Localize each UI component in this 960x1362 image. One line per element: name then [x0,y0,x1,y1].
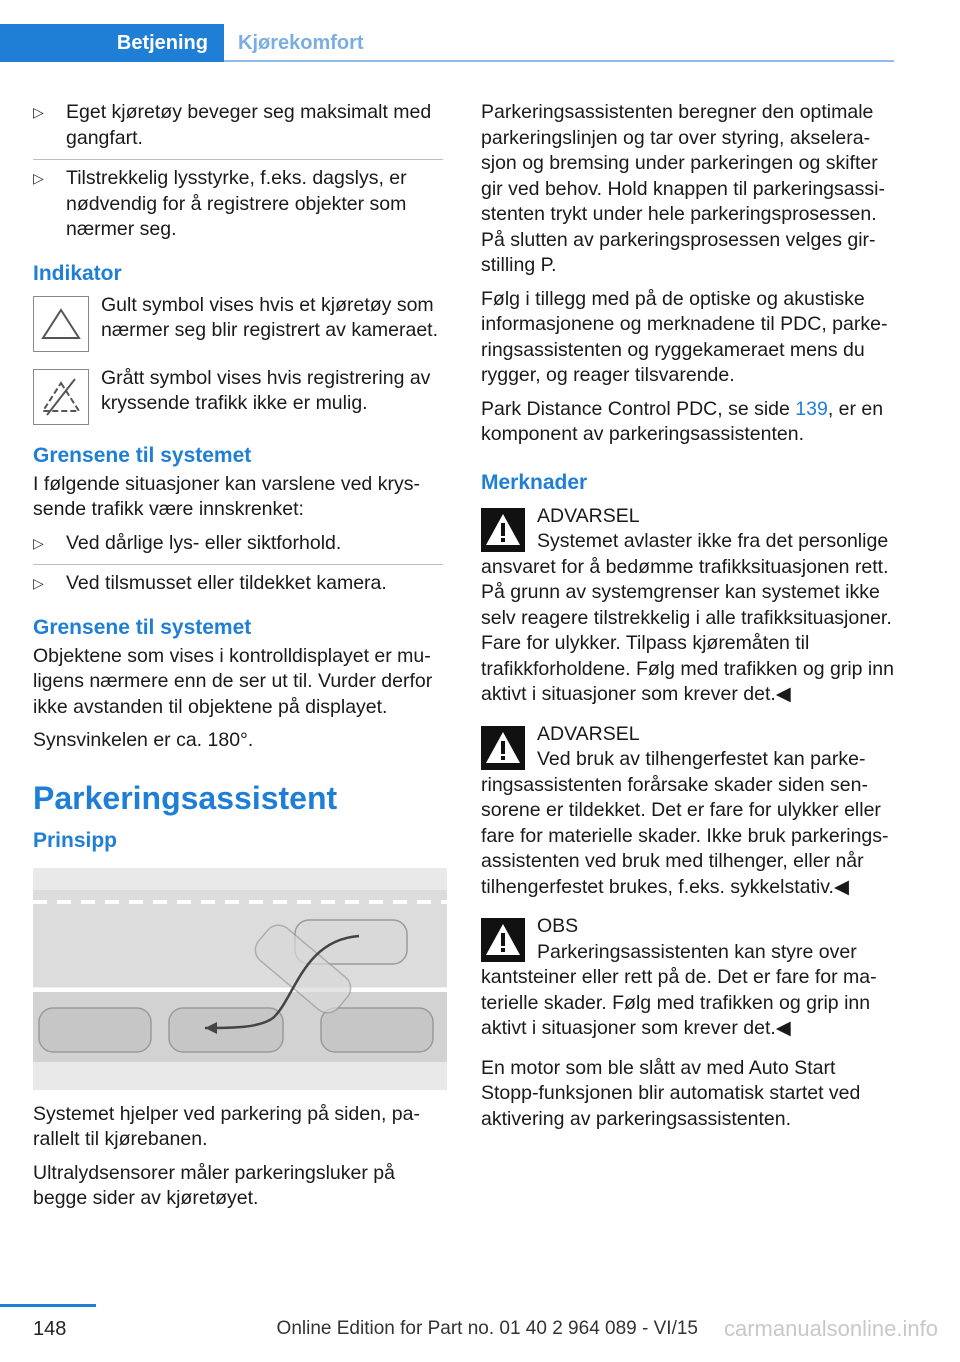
paragraph: Ultralydsensorer måler parkeringsluker på begge sider av kjøretøyet. [33,1161,395,1209]
indicator-text: Gult symbol vises hvis et kjøretøy som nærmer seg blir registrert av kameraet. [101,293,439,341]
indicator-text: Grått symbol vises hvis registrering av kryssende trafikk ikke er mulig. [101,366,431,414]
paragraph: Følg i tillegg med på de optiske og akustiske informasjonene og merknadene til PDC, parkeringsassistenten og ryggekameraet mens du rygger, og reager tilsvarende. [481,287,888,386]
paragraph: I følgende situasjoner kan varslene ved kryssende trafikk være innskrenket: [33,472,420,520]
triangle-bullet-icon: ▷ [33,534,44,551]
divider [33,564,443,565]
page-number: 148 [33,1318,67,1340]
paragraph: Systemet hjelper ved parkering på siden, parallelt til kjørebanen. [33,1102,420,1150]
warning-note [481,914,896,1042]
warning-label: ADVARSEL [537,722,640,745]
left-column [33,100,443,1220]
paragraph-text: Park Distance Control PDC, se side [481,397,796,420]
warning-note [481,722,896,901]
triangle-bullet-icon: ▷ [33,170,44,186]
warning-icon [481,508,525,552]
list-item-text: Ved dårlige lys- eller siktforhold. [66,531,342,554]
list-item [33,100,443,151]
section-title: Parkeringsassistent [33,779,338,816]
prinsipp-heading: Prinsipp [33,828,118,852]
triangle-bullet-icon: ▷ [33,104,44,120]
list-item-text: Tilstrekkelig lysstyrke, f.eks. dagslys, er nødvendig for å registrere objekter som nærmer seg. [66,167,407,240]
warning-text: Ved bruk av tilhengerfestet kan parkeringsassistenten forårsake skader siden sensorene er tildekket. Det er fare for ulykker eller fare for materielle skader. Ikke bruk parkeringsassistenten ved bruk med tilhenger, eller når tilhengerfestet brukes, f.eks. sykkelstativ.◀ [481,748,889,898]
warning-icon [481,918,525,962]
grensene-heading: Grensene til systemet [33,443,252,467]
list-item [33,531,443,557]
page-header [0,0,960,62]
paragraph: Objektene som vises i kontrolldisplayet er muligens nærmere enn de ser ut til. Vurder derfor ikke avstanden til objektene på displayet. [33,644,433,718]
merknader-heading: Merknader [481,470,588,494]
paragraph: Parkeringsassistenten beregner den optimale parkeringslinjen og tar over styring, akselerasjon og bremsing under parkeringen og skifter gir ved behov. Hold knappen til parkeringsassistenten trykt under hele parkeringsprosessen. På slutten av parkeringsprosessen velges girstilling P. [481,101,885,276]
footer-divider [0,1304,96,1307]
list-item-text: Eget kjøretøy beveger seg maksimalt med gangfart. [66,101,432,149]
tab-kjorekomfort[interactable]: Kjørekomfort [238,31,364,54]
right-column [481,100,896,1140]
header-divider [224,60,894,62]
indicator-row-grey [33,366,443,425]
divider [33,159,443,160]
edition-text: Online Edition for Part no. 01 40 2 964 089 - VI/15 [276,1318,698,1339]
crossed-triangle-icon [33,369,89,425]
paragraph [481,397,896,448]
warning-text: Systemet avlaster ikke fra det personlige ansvaret for å bedømme trafikksituasjonen rett. På grunn av systemgrenser kan systemet ikke selv reagere tilstrekkelig i alle trafikksituasjoner. Fare for ulykker. Tilpass kjøremåten til trafikkforholdene. Følg med trafikken og grip inn aktivt i situasjoner som krever det.◀ [481,530,894,705]
watermark: carmanualsonline.info [723,1316,938,1341]
warning-icon [481,726,525,770]
list-item-text: Ved tilsmusset eller tildekket kamera. [66,572,387,594]
warning-note [481,504,896,708]
warning-text: Parkeringsassistenten kan styre over kantsteiner eller rett på de. Det er fare for materielle skader. Følg med trafikken og grip inn aktivt i situasjoner som krever det.◀ [481,940,877,1039]
list-item [33,571,443,597]
parking-illustration [33,868,447,1090]
list-item [33,166,443,243]
indikator-heading: Indikator [33,261,122,285]
grensene-heading: Grensene til systemet [33,615,252,639]
warning-label: ADVARSEL [537,504,640,527]
triangle-bullet-icon: ▷ [33,575,44,591]
tab-betjening[interactable]: Betjening [0,24,224,62]
warning-triangle-icon [33,296,89,352]
indicator-row-yellow [33,293,443,352]
paragraph: En motor som ble slått av med Auto Start Stopp-funksjonen blir automatisk startet ved aktivering av parkeringsassistenten. [481,1056,861,1130]
paragraph-text: , er en komponent av parkeringsassistenten. [481,397,884,445]
page-reference-link[interactable]: 139 [795,397,828,420]
warning-label: OBS [537,915,579,937]
paragraph: Synsvinkelen er ca. 180°. [33,729,254,751]
